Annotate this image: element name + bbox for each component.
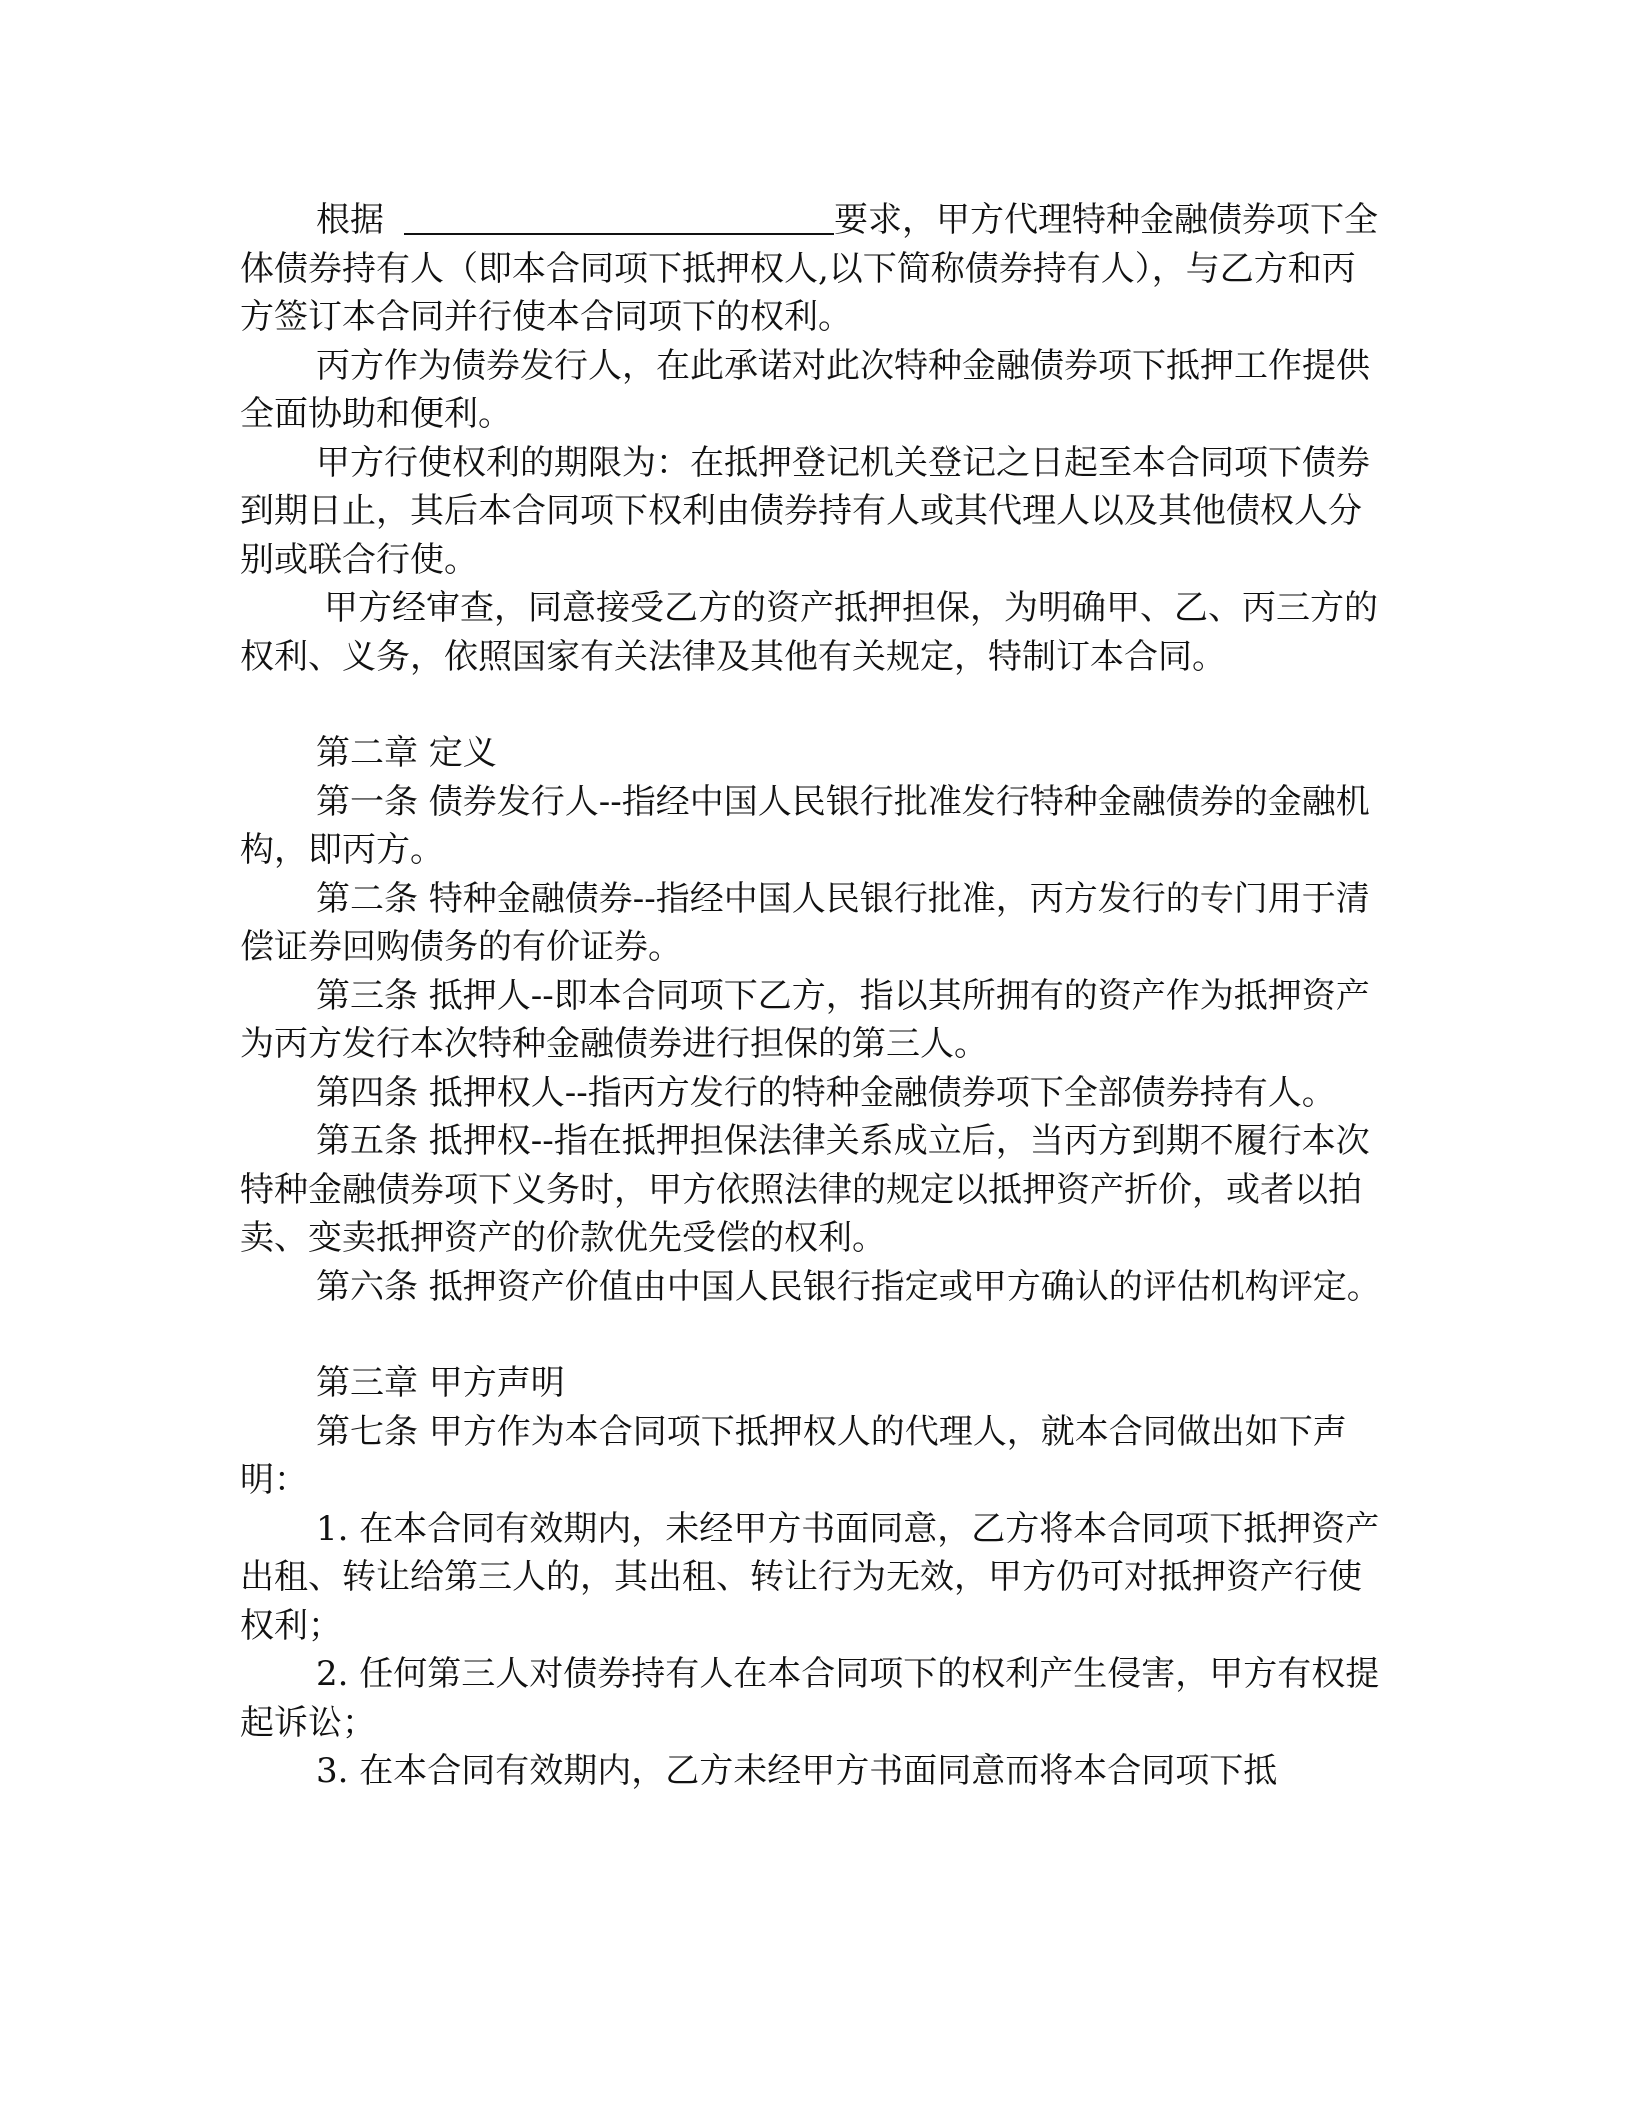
declaration-item-2: 2. 任何第三人对债券持有人在本合同项下的权利产生侵害，甲方有权提起诉讼； [240, 1654, 1380, 1743]
preamble-p1-lead: 根据 [316, 200, 384, 240]
article-7: 第七条 甲方作为本合同项下抵押权人的代理人，就本合同做出如下声明： [240, 1411, 1347, 1500]
article-3: 第三条 抵押人--即本合同项下乙方，指以其所拥有的资产作为抵押资产为丙方发行本次特种金融债券进行担保的第三人。 [240, 975, 1370, 1064]
preamble-p1-rest: 要求，甲方代理特种金融债券项下全体债券持有人（即本合同项下抵押权人,以下简称债券持有人），与乙方和丙方签订本合同并行使本合同项下的权利。 [240, 200, 1378, 337]
article-4: 第四条 抵押权人--指丙方发行的特种金融债券项下全部债券持有人。 [316, 1072, 1336, 1113]
chapter-2-title: 第二章 定义 [316, 733, 497, 773]
preamble-paragraph-2: 丙方作为债券发行人，在此承诺对此次特种金融债券项下抵押工作提供全面协助和便利。 [240, 345, 1370, 434]
declaration-item-3: 3. 在本合同有效期内，乙方未经甲方书面同意而将本合同项下抵 [316, 1751, 1278, 1791]
chapter-3-title: 第三章 甲方声明 [316, 1363, 565, 1403]
declaration-list [240, 1505, 1385, 1796]
article-5: 第五条 抵押权--指在抵押担保法律关系成立后，当丙方到期不履行本次特种金融债券项下义务时，甲方依照法律的规定以抵押资产折价，或者以拍卖、变卖抵押资产的价款优先受偿的权利。 [240, 1121, 1370, 1258]
article-2: 第二条 特种金融债券--指经中国人民银行批准，丙方发行的专门用于清偿证券回购债务的有价证券。 [240, 878, 1370, 967]
blank-fill-line [404, 197, 834, 235]
section-gap [240, 1311, 1385, 1359]
preamble-paragraph-3: 甲方行使权利的期限为：在抵押登记机关登记之日起至本合同项下债券到期日止，其后本合同项下权利由债券持有人或其代理人以及其他债权人分别或联合行使。 [240, 442, 1370, 580]
section-gap [240, 681, 1385, 729]
article-1: 第一条 债券发行人--指经中国人民银行批准发行特种金融债券的金融机构，即丙方。 [240, 781, 1370, 870]
document-page [240, 196, 1385, 1796]
preamble-paragraph-4: 甲方经审查，同意接受乙方的资产抵押担保，为明确甲、乙、丙三方的权利、义务，依照国家有关法律及其他有关规定，特制订本合同。 [240, 588, 1378, 677]
preamble-paragraph-1 [240, 196, 1385, 342]
declaration-item-1: 1. 在本合同有效期内，未经甲方书面同意，乙方将本合同项下抵押资产出租、转让给第三人的，其出租、转让行为无效，甲方仍可对抵押资产行使权利； [240, 1508, 1380, 1646]
article-6: 第六条 抵押资产价值由中国人民银行指定或甲方确认的评估机构评定。 [316, 1266, 1381, 1307]
